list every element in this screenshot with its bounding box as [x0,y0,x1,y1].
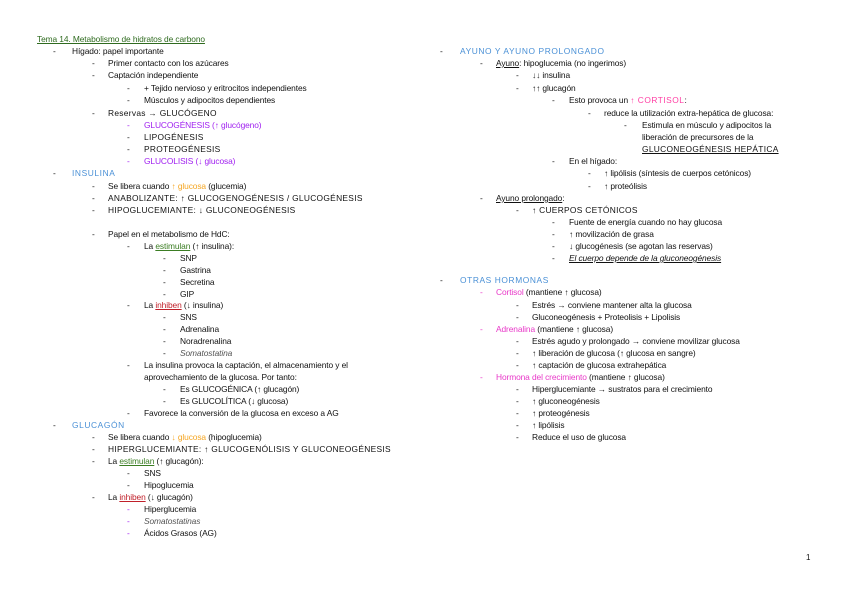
bullet: - [92,193,95,203]
section-heading-otras-hormonas: OTRAS HORMONAS [460,275,549,285]
bullet: - [127,360,130,370]
list-item: + Tejido nervioso y eritrocitos independientes [144,83,307,93]
bullet: - [163,336,166,346]
list-item: HIPERGLUCEMIANTE: ↑ GLUCOGENÓLISIS Y GLUCONEOGÉNESIS [108,444,391,454]
bullet: - [127,83,130,93]
bullet: - [127,95,130,105]
bullet: - [127,528,130,538]
bullet: - [127,120,130,130]
list-item: Estrés → conviene mantener alta la glucosa [532,300,692,310]
bullet: - [480,287,483,297]
bullet: - [92,444,95,454]
bullet: - [588,181,591,191]
bullet: - [127,300,130,310]
bullet: - [480,372,483,382]
list-item: En el hígado: [569,156,618,166]
bullet: - [516,70,519,80]
bullet: - [552,253,555,263]
list-item: Hormona del crecimiento (mantiene ↑ glucosa) [496,372,665,382]
list-item: SNS [180,312,197,322]
bullet: - [588,168,591,178]
bullet: - [163,324,166,334]
list-item: Estimula en músculo y adipocitos la [642,120,772,130]
list-item: ↑ liberación de glucosa (↑ glucosa en sangre) [532,348,696,358]
bullet: - [92,70,95,80]
list-item: Hipoglucemia [144,480,194,490]
bullet: - [92,492,95,502]
bullet: - [92,108,95,118]
bullet: - [516,300,519,310]
list-item: Ayuno: hipoglucemia (no ingerimos) [496,58,627,68]
bullet: - [480,324,483,334]
bullet: - [127,144,130,154]
section-heading-insulina: INSULINA [72,168,116,178]
list-item: ↑ lipólisis [532,420,565,430]
list-item: Se libera cuando ↑ glucosa (glucemia) [108,181,247,191]
list-item: Cortisol (mantiene ↑ glucosa) [496,287,602,297]
list-item: Hiperglucemiante → sustratos para el crecimiento [532,384,713,394]
bullet: - [552,95,555,105]
bullet: - [127,132,130,142]
bullet: - [480,193,483,203]
list-item-continuation: liberación de precursores de la [642,132,754,142]
bullet: - [516,432,519,442]
bullet: - [516,408,519,418]
list-item: Adrenalina [180,324,220,334]
bullet: - [552,217,555,227]
list-item: GLUCOLISIS (↓ glucosa) [144,156,236,166]
bullet: - [440,46,443,56]
bullet: - [53,168,56,178]
list-item: La estimulan (↑ insulina): [144,241,235,251]
bullet: - [516,336,519,346]
bullet: - [127,504,130,514]
bullet: - [163,312,166,322]
bullet: - [624,120,627,130]
bullet: - [53,46,56,56]
bullet: - [588,108,591,118]
bullet: - [516,312,519,322]
bullet: - [127,480,130,490]
bullet: - [552,241,555,251]
bullet: - [163,384,166,394]
list-item: reduce la utilización extra-hepática de glucosa: [604,108,774,118]
list-item: Estrés agudo y prolongado → conviene movilizar glucosa [532,336,740,346]
list-item: Músculos y adipocitos dependientes [144,95,276,105]
bullet: - [127,156,130,166]
bullet: - [516,348,519,358]
list-item: PROTEOGÉNESIS [144,144,221,154]
list-item: La estimulan (↑ glucagón): [108,456,204,466]
list-item-continuation: GLUCONEOGÉNESIS HEPÁTICA [642,144,779,154]
list-item: Ayuno prolongado: [496,193,565,203]
list-item: Ácidos Grasos (AG) [144,528,217,538]
list-item: SNP [180,253,197,263]
list-item: ANABOLIZANTE: ↑ GLUCOGENOGÉNESIS / GLUCOGÉNESIS [108,193,363,203]
list-item: Gastrina [180,265,211,275]
bullet: - [516,384,519,394]
bullet: - [516,360,519,370]
bullet: - [516,396,519,406]
list-item: Somatostatina [180,348,233,358]
list-item: Noradrenalina [180,336,232,346]
bullet: - [516,420,519,430]
bullet: - [92,181,95,191]
list-item: ↑ proteólisis [604,181,647,191]
bullet: - [92,456,95,466]
list-item: ↑↑ glucagón [532,83,576,93]
list-item: Reduce el uso de glucosa [532,432,626,442]
document-title: Tema 14. Metabolismo de hidratos de carbono [37,34,205,44]
bullet: - [53,420,56,430]
list-item: LIPOGÉNESIS [144,132,204,142]
list-item: Favorece la conversión de la glucosa en exceso a AG [144,408,339,418]
list-item: Secretina [180,277,215,287]
list-item: ↓↓ insulina [532,70,571,80]
list-item: Esto provoca un ↑ CORTISOL: [569,95,687,105]
list-item: SNS [144,468,161,478]
page-number: 1 [806,553,811,562]
bullet: - [163,265,166,275]
list-item: ↑ movilización de grasa [569,229,654,239]
bullet: - [516,205,519,215]
bullet: - [552,229,555,239]
bullet: - [127,241,130,251]
list-item: Gluconeogénesis + Proteolisis + Lipolisis [532,312,681,322]
bullet: - [480,58,483,68]
list-item: ↓ glucogénesis (se agotan las reservas) [569,241,713,251]
bullet: - [127,408,130,418]
list-item: Se libera cuando ↓ glucosa (hipoglucemia) [108,432,262,442]
bullet: - [92,432,95,442]
bullet: - [92,205,95,215]
list-item: Fuente de energía cuando no hay glucosa [569,217,723,227]
list-item: Reservas → GLUCÓGENO [108,108,217,118]
list-item: ↑ gluconeogénesis [532,396,600,406]
list-item: Papel en el metabolismo de HdC: [108,229,230,239]
list-item: Hiperglucemia [144,504,197,514]
list-item: Captación independiente [108,70,199,80]
list-item: Adrenalina (mantiene ↑ glucosa) [496,324,614,334]
list-item: ↑ CUERPOS CETÓNICOS [532,205,638,215]
list-item-continuation: aprovechamiento de la glucosa. Por tanto: [144,372,297,382]
list-item: Hígado: papel importante [72,46,164,56]
list-item: Es GLUCOLÍTICA (↓ glucosa) [180,396,289,406]
bullet: - [440,275,443,285]
list-item: ↑ captación de glucosa extrahepática [532,360,667,370]
list-item: Es GLUCOGÉNICA (↑ glucagón) [180,384,300,394]
bullet: - [127,516,130,526]
list-item: La insulina provoca la captación, el almacenamiento y el [144,360,348,370]
list-item: Primer contacto con los azúcares [108,58,229,68]
bullet: - [516,83,519,93]
bullet: - [163,277,166,287]
bullet: - [92,229,95,239]
list-item: GIP [180,289,195,299]
bullet: - [552,156,555,166]
list-item: HIPOGLUCEMIANTE: ↓ GLUCONEOGÉNESIS [108,205,296,215]
bullet: - [163,396,166,406]
list-item: El cuerpo depende de la gluconeogénesis [569,253,722,263]
bullet: - [163,253,166,263]
section-heading-glucagon: GLUCAGÓN [72,420,125,430]
bullet: - [92,58,95,68]
bullet: - [163,348,166,358]
section-heading-ayuno: AYUNO Y AYUNO PROLONGADO [460,46,605,56]
list-item: ↑ lipólisis (síntesis de cuerpos cetónicos) [604,168,751,178]
list-item: GLUCOGÉNESIS (↑ glucógeno) [144,120,262,130]
list-item: ↑ proteogénesis [532,408,590,418]
list-item: La inhiben (↓ insulina) [144,300,224,310]
list-item: La inhiben (↓ glucagón) [108,492,193,502]
list-item: Somatostatinas [144,516,201,526]
bullet: - [163,289,166,299]
bullet: - [127,468,130,478]
